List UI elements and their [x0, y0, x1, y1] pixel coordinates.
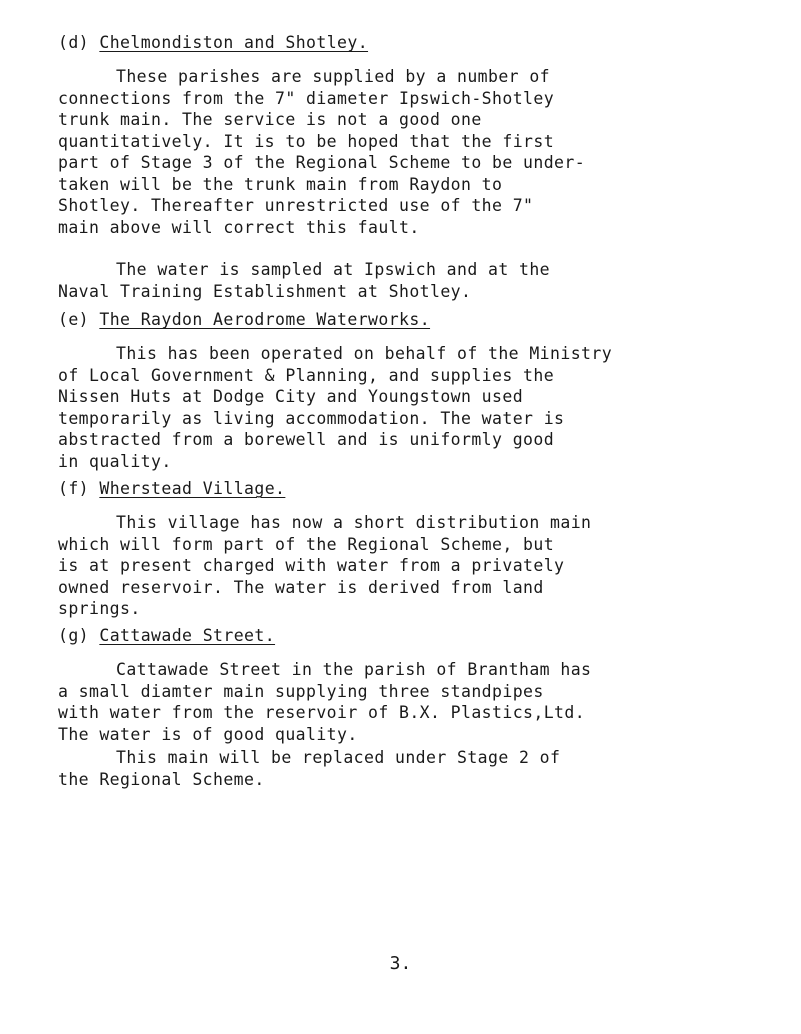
section-e-label: (e) [58, 310, 90, 329]
text-line: which will form part of the Regional Scheme, but [58, 534, 555, 554]
text-line: Naval Training Establishment at Shotley. [58, 281, 472, 301]
text-line: This has been operated on behalf of the Ministry [116, 344, 613, 363]
section-d-label: (d) [58, 33, 90, 52]
section-e-title: The Raydon Aerodrome Waterworks. [99, 310, 431, 329]
section-g-paragraph-1 [58, 659, 798, 745]
section-f-label: (f) [58, 479, 90, 498]
text-line: taken will be the trunk main from Raydon to [58, 174, 503, 194]
text-line: The water is of good quality. [58, 724, 358, 744]
page-number: 3. [389, 953, 412, 974]
section-g-label: (g) [58, 626, 90, 645]
section-e-heading [58, 310, 430, 329]
text-line: trunk main. The service is not a good one [58, 110, 482, 129]
text-line: part of Stage 3 of the Regional Scheme to be under- [58, 153, 586, 172]
text-line: This main will be replaced under Stage 2 of [116, 748, 561, 767]
text-line: Shotley. Thereafter unrestricted use of the 7" [58, 196, 534, 215]
text-line: main above will correct this fault. [58, 217, 420, 237]
section-d-paragraph-2 [58, 259, 798, 302]
text-line: is at present charged with water from a privately [58, 556, 565, 575]
section-g-title: Cattawade Street. [99, 626, 276, 645]
section-f-title: Wherstead Village. [99, 479, 286, 498]
section-f-paragraph-1 [58, 512, 798, 620]
text-line: Cattawade Street in the parish of Brantham has [116, 660, 592, 679]
text-line: These parishes are supplied by a number of [116, 67, 551, 86]
text-line: The water is sampled at Ipswich and at the [116, 260, 551, 279]
text-line: of Local Government & Planning, and supplies the [58, 365, 555, 385]
text-line: quantitatively. It is to be hoped that the first [58, 131, 555, 151]
text-line: temporarily as living accommodation. The water is [58, 408, 565, 428]
text-line: in quality. [58, 451, 172, 471]
section-d-title: Chelmondiston and Shotley. [99, 33, 369, 52]
section-g-paragraph-2 [58, 747, 798, 790]
text-line: the Regional Scheme. [58, 769, 265, 789]
text-line: springs. [58, 599, 141, 618]
section-f-heading [58, 479, 285, 498]
text-line: owned reservoir. The water is derived from land [58, 577, 544, 597]
section-g-heading [58, 626, 275, 645]
section-d-paragraph-1 [58, 66, 798, 238]
text-line: Nissen Huts at Dodge City and Youngstown used [58, 387, 524, 406]
section-e-paragraph-1 [58, 343, 798, 472]
text-line: This village has now a short distribution main [116, 513, 592, 532]
text-line: with water from the reservoir of B.X. Plastics,Ltd. [58, 703, 586, 722]
text-line: a small diamter main supplying three standpipes [58, 681, 544, 701]
section-d-heading [58, 33, 368, 52]
text-line: abstracted from a borewell and is uniformly good [58, 430, 555, 449]
text-line: connections from the 7" diameter Ipswich-Shotley [58, 88, 555, 108]
